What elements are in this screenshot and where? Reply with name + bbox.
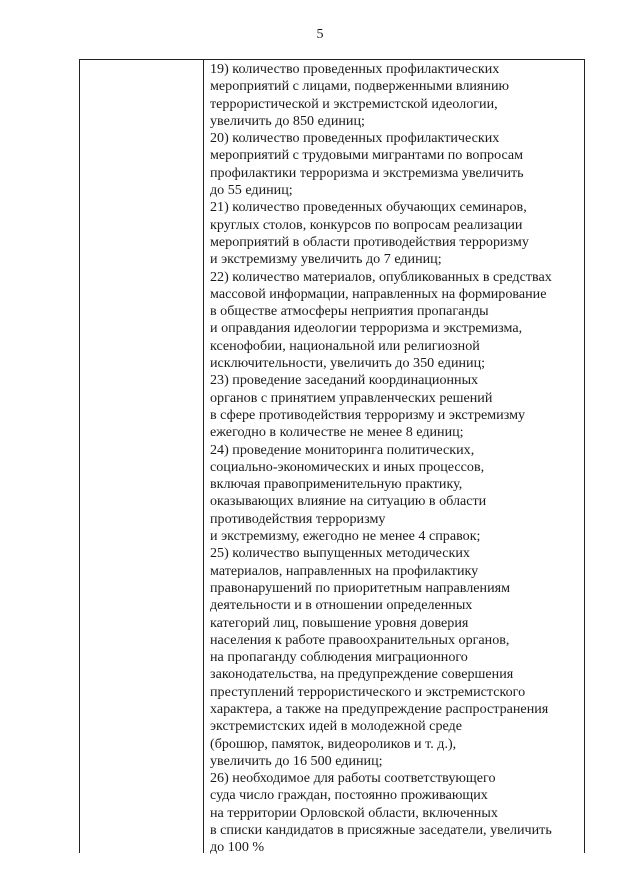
text-line: органов с принятием управленческих решений (210, 389, 493, 406)
text-line: террористической и экстремистской идеологии, (210, 95, 498, 112)
text-line: экстремистских идей в молодежной среде (210, 718, 462, 735)
text-line: преступлений террористического и экстремистского (210, 683, 526, 700)
text-line: противодействия терроризму (210, 510, 386, 527)
text-line: правонарушений по приоритетным направлениям (210, 579, 511, 596)
page-number: 5 (316, 27, 324, 42)
text-line: увеличить до 16 500 единиц; (210, 752, 383, 769)
table-cell-left-empty (80, 60, 203, 853)
text-line: характера, а также на предупреждение распространения (210, 700, 549, 717)
text-line: 26) необходимое для работы соответствующего (210, 770, 496, 787)
table-cell-right (210, 61, 582, 857)
text-line: ксенофобии, национальной или религиозной (210, 337, 480, 354)
text-line: увеличить до 850 единиц; (210, 112, 365, 129)
text-line: 23) проведение заседаний координационных (210, 372, 479, 389)
text-line: 24) проведение мониторинга политических, (210, 441, 475, 458)
text-line: и экстремизму, ежегодно не менее 4 справок; (210, 528, 481, 545)
text-line: до 55 единиц; (210, 182, 293, 199)
text-line: мероприятий с трудовыми мигрантами по вопросам (210, 147, 524, 164)
text-line: в списки кандидатов в присяжные заседатели, увеличить (210, 822, 552, 839)
text-line: категорий лиц, повышение уровня доверия (210, 614, 469, 631)
text-line: деятельности и в отношении определенных (210, 597, 473, 614)
text-line: оказывающих влияние на ситуацию в области (210, 493, 487, 510)
text-line: суда число граждан, постоянно проживающих (210, 787, 488, 804)
text-line: массовой информации, направленных на формирование (210, 285, 547, 302)
column-divider (203, 60, 204, 853)
text-line: 21) количество проведенных обучающих семинаров, (210, 199, 527, 216)
text-line: на территории Орловской области, включенных (210, 804, 498, 821)
text-line: (брошюр, памяток, видеороликов и т. д.), (210, 735, 457, 752)
text-line: 25) количество выпущенных методических (210, 545, 470, 562)
text-line: на пропаганду соблюдения миграционного (210, 649, 468, 666)
text-line: ежегодно в количестве не менее 8 единиц; (210, 424, 464, 441)
text-line: материалов, направленных на профилактику (210, 562, 479, 579)
text-line: в обществе атмосферы неприятия пропаганды (210, 303, 489, 320)
text-line: мероприятий в области противодействия терроризму (210, 233, 529, 250)
text-line: законодательства, на предупреждение совершения (210, 666, 514, 683)
content-table (79, 59, 585, 856)
text-line: включая правоприменительную практику, (210, 476, 463, 493)
text-line: круглых столов, конкурсов по вопросам реализации (210, 216, 523, 233)
text-line: и оправдания идеологии терроризма и экстремизма, (210, 320, 523, 337)
text-line: населения к работе правоохранительных органов, (210, 631, 510, 648)
text-line: до 100 % (210, 839, 265, 856)
text-line: мероприятий с лицами, подверженными влиянию (210, 78, 510, 95)
text-line: в сфере противодействия терроризму и экстремизму (210, 406, 526, 423)
text-line: 19) количество проведенных профилактических (210, 61, 500, 77)
text-line: социально-экономических и иных процессов, (210, 458, 485, 475)
text-line: и экстремизму увеличить до 7 единиц; (210, 251, 442, 268)
text-line: профилактики терроризма и экстремизма увеличить (210, 164, 524, 181)
text-line: 22) количество материалов, опубликованных в средствах (210, 268, 552, 285)
text-line: исключительности, увеличить до 350 единиц; (210, 355, 486, 372)
text-line: 20) количество проведенных профилактических (210, 130, 500, 147)
